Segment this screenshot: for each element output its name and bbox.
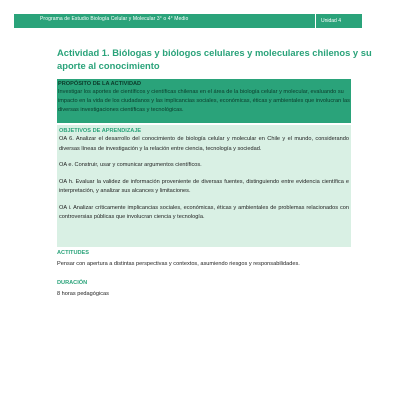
unit-tab: Unidad 4 [315, 14, 346, 28]
purpose-text: Investigar los aportes de científicos y científicas chilenas en el área de la biología celular y molecular, evaluando su impacto en la vida de los ciudadanos y las implicancias sociales, económicas, éticas y ambientales que involucran las diversas investigaciones científicas y tecnológicas. [58, 89, 350, 114]
page-header [0, 0, 400, 34]
objective-item: OA i. Analizar críticamente implicancias sociales, económicas, éticas y ambientales de problemas relacionados con controversias públicas que involucran ciencia y tecnología. [59, 204, 349, 220]
purpose-heading: PROPÓSITO DE LA ACTIVIDAD [58, 81, 142, 87]
objectives-box [57, 125, 351, 247]
activity-title: Actividad 1. Biólogas y biólogos celulares y moleculares chilenos y su aporte al conocimiento [57, 47, 372, 71]
duration-text: 8 horas pedagógicas [57, 291, 109, 297]
objective-item: OA 6. Analizar el desarrollo del conocimiento de biología celular y molecular en Chile y el mundo, considerando diversas líneas de investigación y la relación entre ciencia, tecnología y sociedad. [59, 136, 349, 152]
duration-heading: DURACIÓN [57, 280, 88, 286]
objective-item: OA e. Construir, usar y comunicar argumentos científicos. [59, 162, 202, 168]
objectives-heading: OBJETIVOS DE APRENDIZAJE [59, 128, 142, 134]
attitudes-text: Pensar con apertura a distintas perspectivas y contextos, asumiendo riesgos y responsabilidades. [57, 261, 300, 267]
attitudes-heading: ACTITUDES [57, 250, 90, 256]
objective-item: OA h. Evaluar la validez de información proveniente de diversas fuentes, distinguiendo entre evidencia científica e interpretación, y analizar sus alcances y limitaciones. [59, 178, 349, 194]
program-title: Programa de Estudio Biología Celular y Molecular 3° o 4° Medio [40, 16, 189, 22]
purpose-box [57, 79, 351, 123]
